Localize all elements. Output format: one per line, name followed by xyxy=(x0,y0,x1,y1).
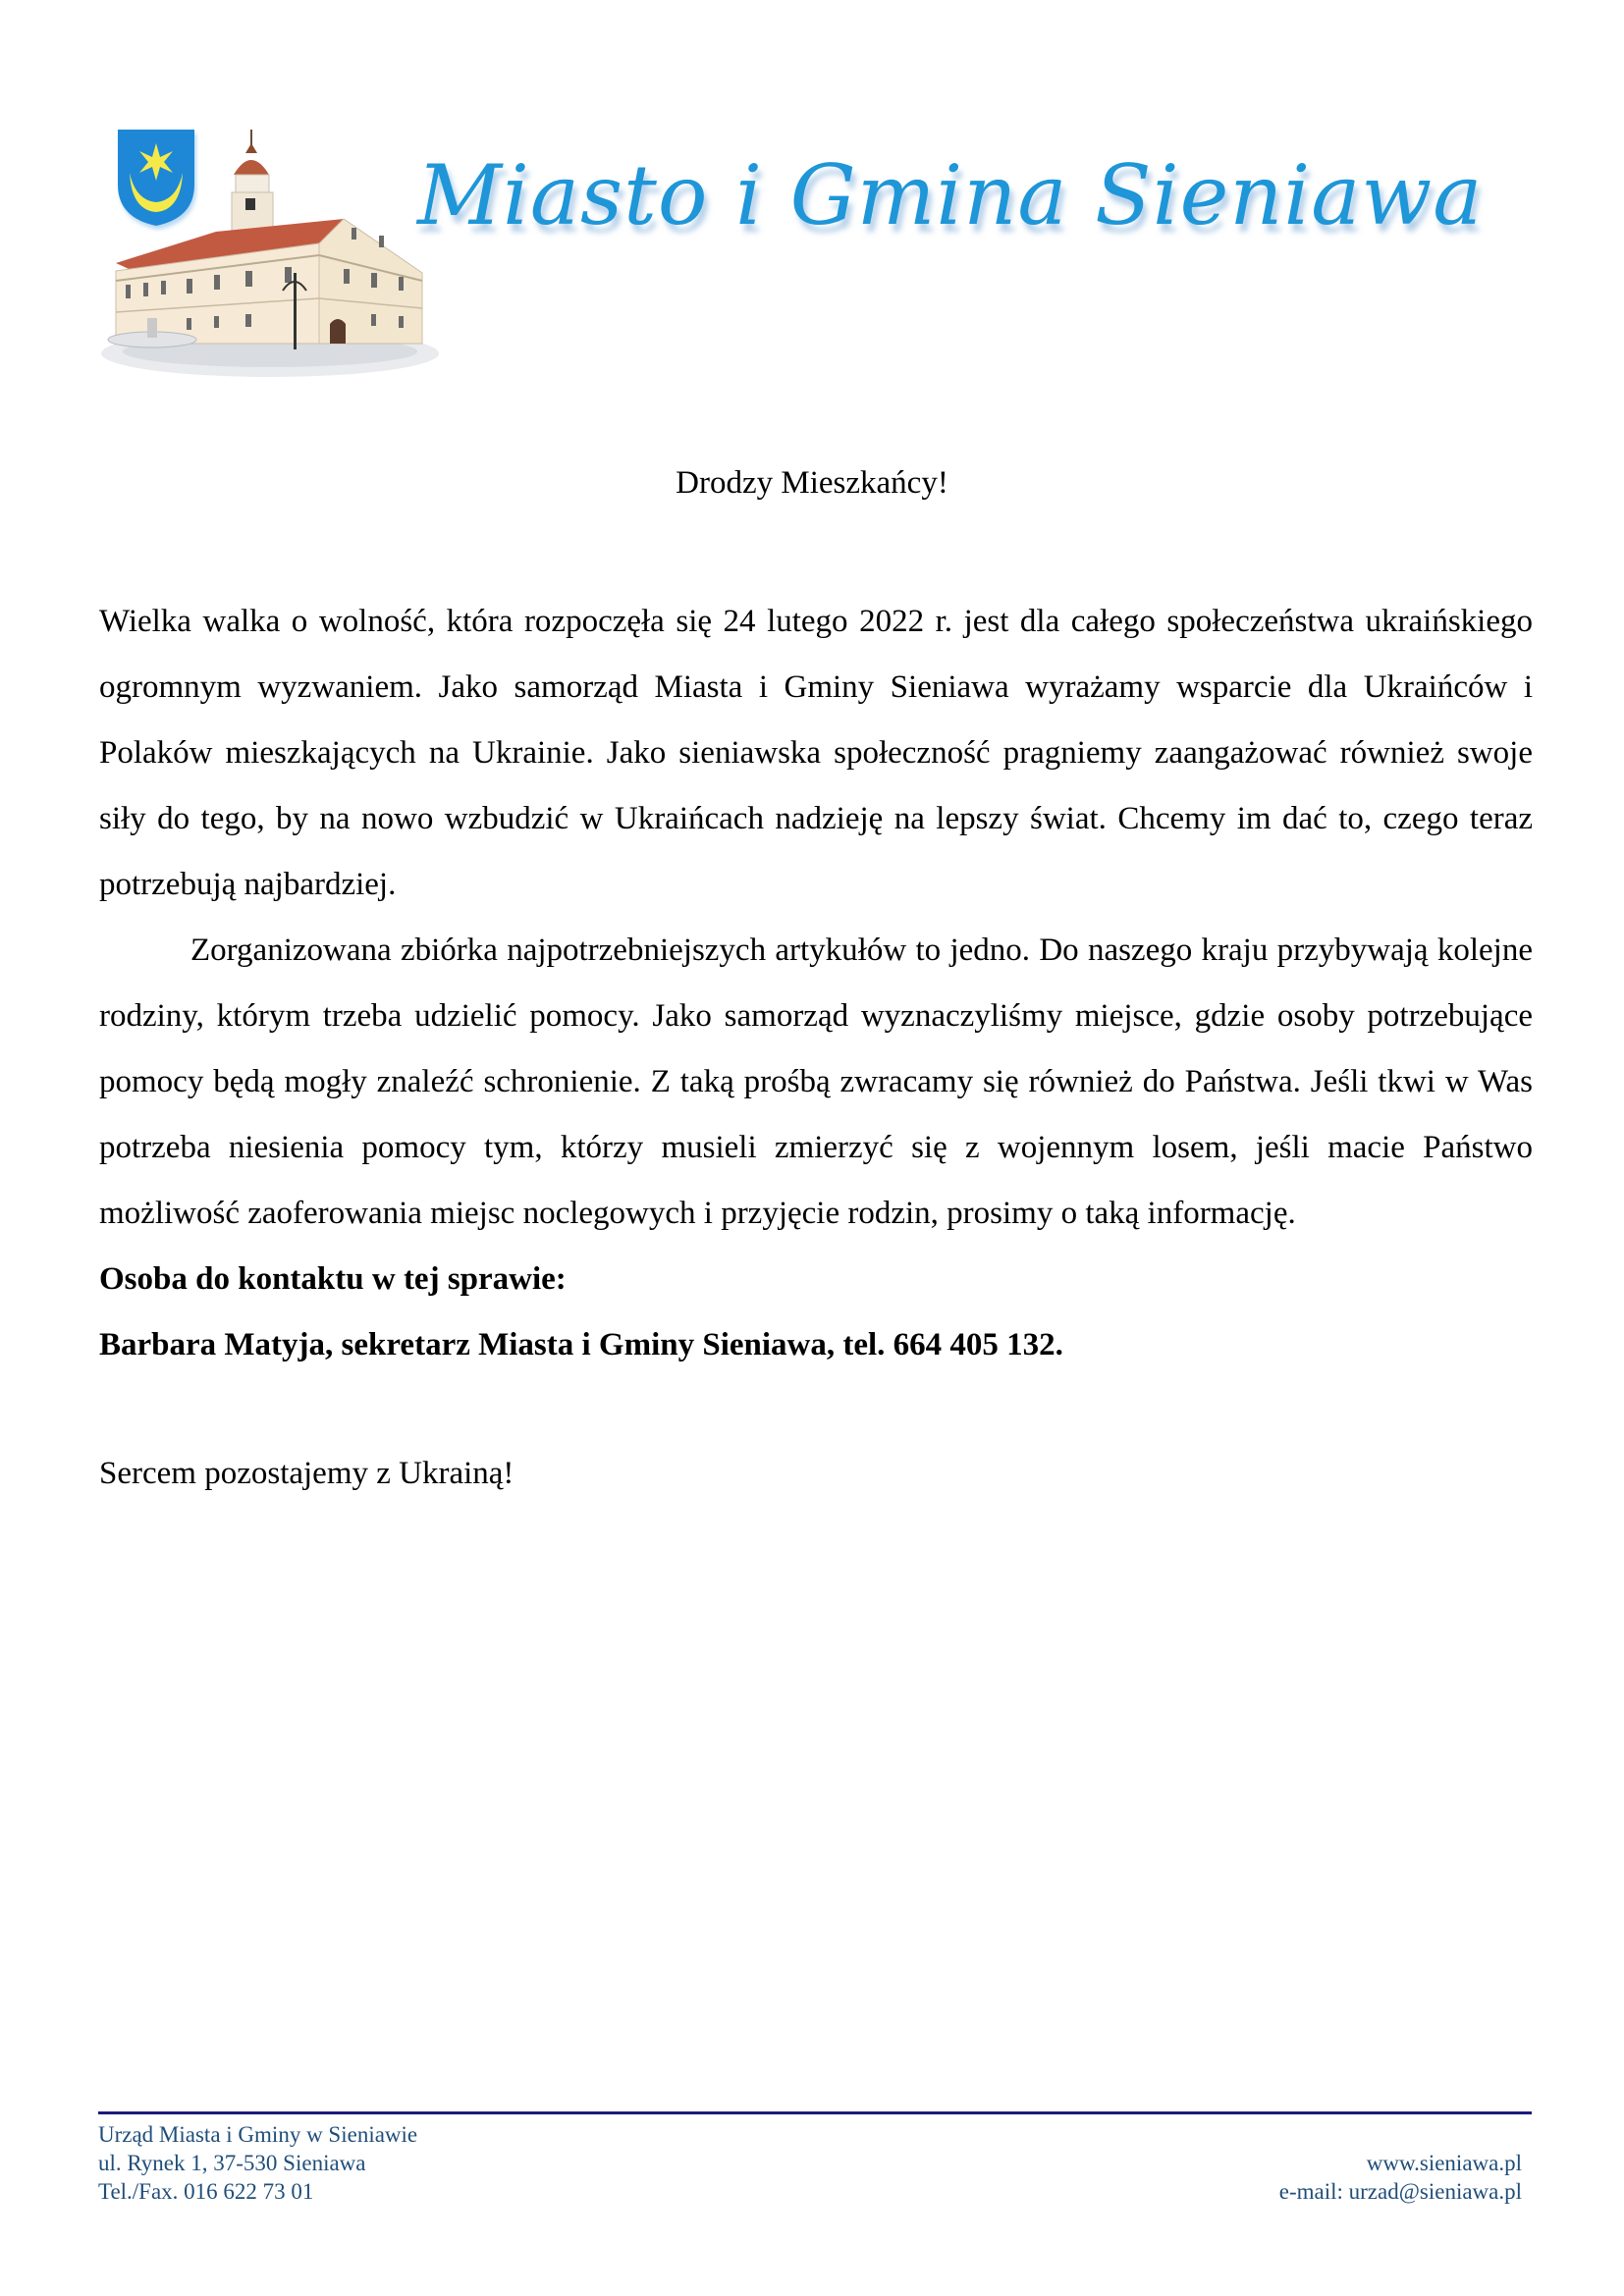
letterhead xyxy=(98,116,1484,381)
closing-line: Sercem pozostajemy z Ukrainą! xyxy=(99,1456,514,1491)
footer xyxy=(98,2120,1532,2209)
letter-body xyxy=(99,589,1533,1507)
municipality-wordmark: Miasto i Gmina Sieniawa xyxy=(417,147,1484,243)
paragraph-1: Wielka walka o wolność, która rozpoczęła się 24 lutego 2022 r. jest dla całego społeczeństwa ukraińskiego ogromnym wyzwaniem. Jako samorząd Miasta i Gminy Sieniawa wyrażamy wsparcie dla Ukraińców i Polaków mieszkających na Ukrainie. Jako sieniawska społeczność pragniemy zaangażować również swoje siły do tego, by na nowo wzbudzić w Ukraińcach nadzieję na lepszy świat. Chcemy im dać to, czego teraz potrzebują najbardziej. xyxy=(99,604,1533,902)
email-link[interactable]: e-mail: urzad@sieniawa.pl xyxy=(1278,2179,1522,2204)
salutation: Drodzy Mieszkańcy! xyxy=(676,465,948,501)
office-address: ul. Rynek 1, 37-530 Sieniawa xyxy=(98,2151,366,2175)
contact-heading: Osoba do kontaktu w tej sprawie: xyxy=(99,1261,567,1297)
office-name: Urząd Miasta i Gminy w Sieniawie xyxy=(98,2122,418,2147)
footer-contact-block xyxy=(1279,2149,1522,2206)
footer-address-block xyxy=(98,2120,417,2206)
website-link[interactable]: www.sieniawa.pl xyxy=(1366,2151,1522,2175)
contact-person: Barbara Matyja, sekretarz Miasta i Gminy Sieniawa, tel. 664 405 132. xyxy=(99,1327,1063,1362)
footer-divider xyxy=(98,2111,1532,2114)
office-phone-fax: Tel./Fax. 016 622 73 01 xyxy=(98,2179,314,2204)
coat-of-arms-icon xyxy=(116,128,198,232)
paragraph-2: Zorganizowana zbiórka najpotrzebniejszych artykułów to jedno. Do naszego kraju przybywają kolejne rodziny, którym trzeba udzielić pomocy. Jako samorząd wyznaczyliśmy miejsce, gdzie osoby potrzebujące pomocy będą mogły znaleźć schronienie. Z taką prośbą zwracamy się również do Państwa. Jeśli tkwi w Was potrzeba niesienia pomocy tym, którzy musieli zmierzyć się z wojennym losem, jeśli macie Państwo możliwość zaoferowania miejsc noclegowych i przyjęcie rodzin, prosimy o taką informację. xyxy=(99,933,1533,1231)
